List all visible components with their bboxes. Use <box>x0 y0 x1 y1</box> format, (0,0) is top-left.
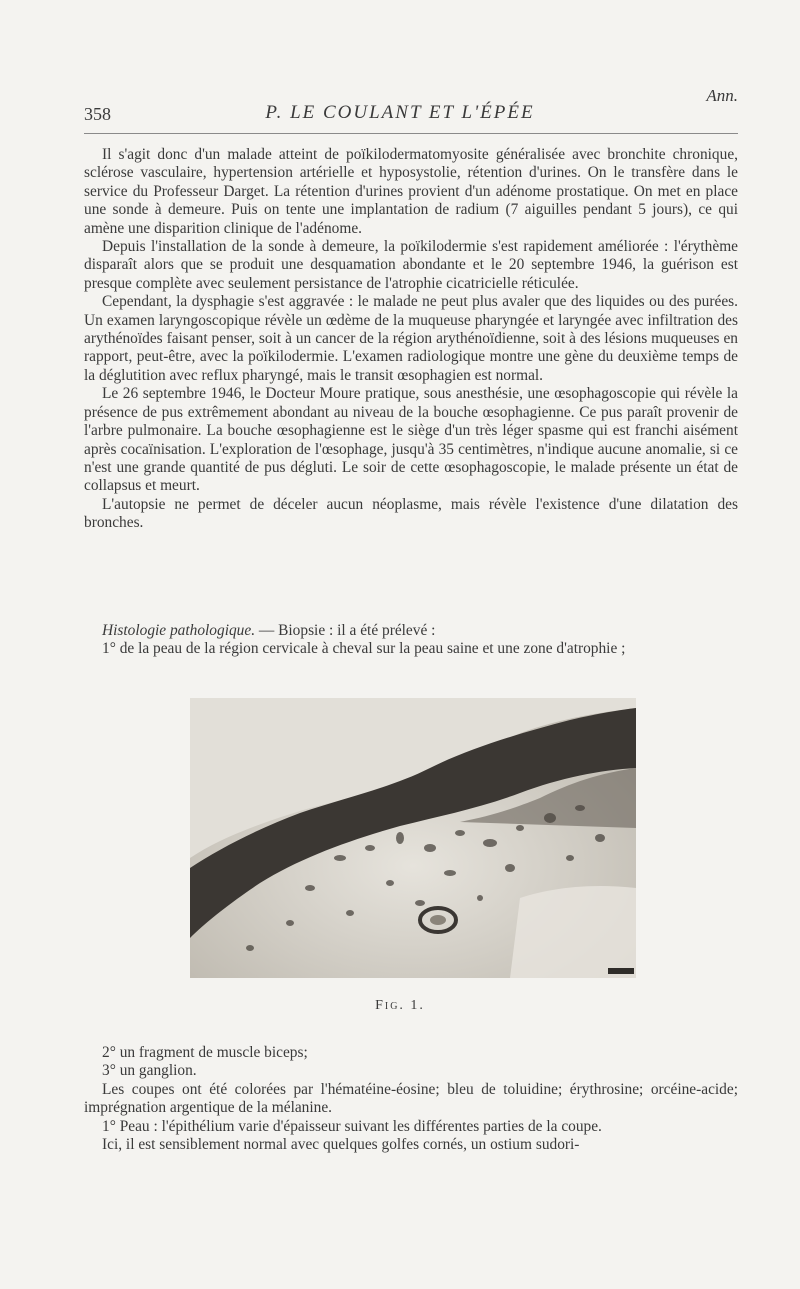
paragraph: Le 26 septembre 1946, le Docteur Moure pratique, sous anesthésie, une œsophagoscopie qui révèle la présence de pus extrêmement abondant au niveau de la bouche œsophagienne. Ce pus paraît provenir de l'arbre pulmonaire. La bouche œsophagienne est le siège d'un très léger spasme qui est franchi aisément après cocaïnisation. L'exploration de l'œsophage, jusqu'à 35 centimètres, n'indique aucune anomalie, si ce n'est une grande quantité de pus dégluti. Le soir de cette œsophagoscopie, le malade présente un état de collapsus et meurt. <box>84 385 738 495</box>
running-title: P. LE COULANT ET L'ÉPÉE <box>265 102 535 123</box>
histology-section <box>84 622 738 659</box>
figure-caption: Fig. 1. <box>375 998 425 1013</box>
paragraph: 1° Peau : l'épithélium varie d'épaisseur suivant les différentes parties de la coupe. <box>102 1117 602 1135</box>
histology-intro: — Biopsie : il a été prélevé : <box>255 622 436 639</box>
paragraph: 2° un fragment de muscle biceps; <box>102 1044 308 1061</box>
running-header-right: Ann. <box>706 86 738 105</box>
page-number: 358 <box>84 104 111 124</box>
micrograph-figure <box>190 698 636 978</box>
paragraph: Cependant, la dysphagie s'est aggravée : le malade ne peut plus avaler que des liquides ou des purées. Un examen laryngoscopique révèle un œdème de la muqueuse pharyngée et laryngée avec infiltration des arythénoïdes faisant penser, soit à un cancer de la région arythénoïdienne, soit à des lésions muqueuses en rapport, peut-être, avec la poïkilodermie. L'examen radiologique montre une gène du deuxième temps de la déglutition avec reflux pharyngé, mais le transit œsophagien est normal. <box>84 293 738 384</box>
paragraph: L'autopsie ne permet de déceler aucun néoplasme, mais révèle l'existence d'une dilatation des bronches. <box>84 495 738 532</box>
paragraph: Depuis l'installation de la sonde à demeure, la poïkilodermie s'est rapidement améliorée : l'érythème disparaît alors que se produit une desquamation abondante et le 20 septembre 1946, la guérison est presque complète avec seulement persistance de l'atrophie cicatricielle réticulée. <box>84 238 738 292</box>
skin-micrograph-image <box>190 698 636 978</box>
histology-item-1: 1° de la peau de la région cervicale à cheval sur la peau saine et une zone d'atrophie ; <box>102 640 626 658</box>
paragraph: Ici, il est sensiblement normal avec quelques golfes cornés, un ostium sudori- <box>102 1136 580 1154</box>
body-text-top <box>84 146 738 533</box>
body-text-bottom <box>84 1044 738 1154</box>
paragraph: 3° un ganglion. <box>102 1062 197 1080</box>
paragraph: Il s'agit donc d'un malade atteint de poïkilodermatomyosite généralisée avec bronchite chronique, sclérose vasculaire, hypertension artérielle et hyposystolie, rétention d'urines. On le transfère dans le service du Professeur Darget. La rétention d'urines provient d'un adénome prostatique. On met en place une sonde à demeure. Puis on tente une implantation de radium (7 aiguilles pendant 5 jours), ce qui amène une disparition clinique de l'adénome. <box>84 146 738 237</box>
histology-paragraph <box>84 622 738 640</box>
paragraph: Les coupes ont été colorées par l'hématéine-éosine; bleu de toluidine; érythrosine; orcéine-acide; imprégnation argentique de la mélanine. <box>84 1080 738 1117</box>
header-rule <box>84 133 738 134</box>
histology-heading: Histologie pathologique. <box>102 622 256 639</box>
